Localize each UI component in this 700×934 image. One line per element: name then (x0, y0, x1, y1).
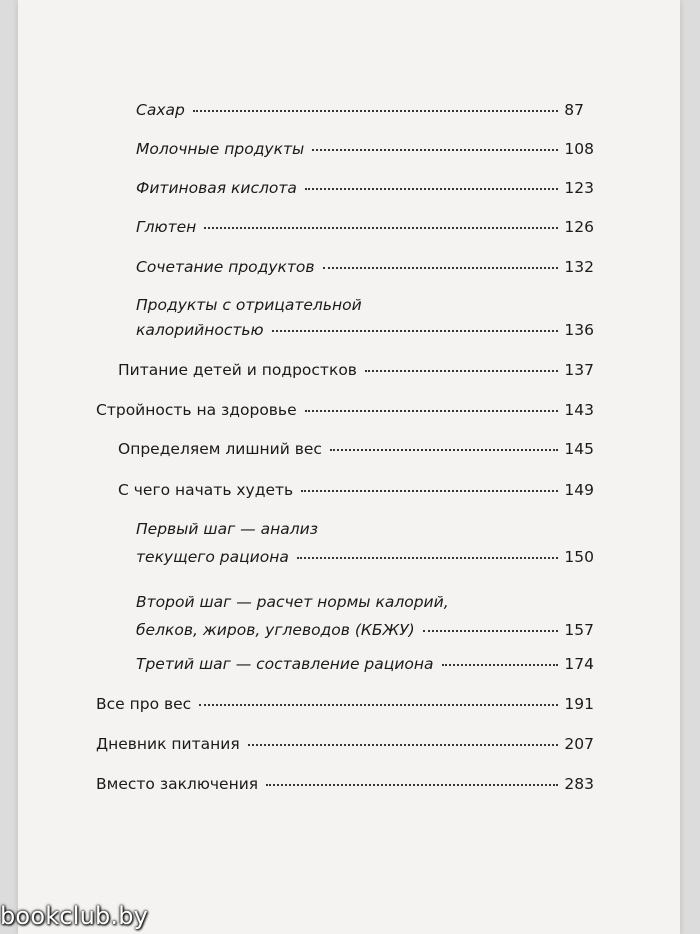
toc-entry-food-combining (136, 260, 594, 276)
toc-page-number: 132 (564, 258, 594, 276)
dot-leader (204, 227, 558, 229)
site-watermark: bookclub.by (0, 902, 149, 930)
dot-leader (442, 664, 559, 666)
toc-entry-negative-calorie (136, 323, 594, 339)
dot-leader (199, 704, 558, 706)
toc-entry-label: Сочетание продуктов (136, 258, 315, 276)
toc-page-number: 283 (564, 775, 594, 793)
toc-entry-step-two (136, 623, 594, 639)
toc-entry-label: Третий шаг — составление рациона (136, 655, 434, 673)
toc-entry-where-to-start (118, 483, 594, 499)
toc-entry-label: Дневник питания (96, 735, 240, 753)
toc-entry-children-nutrition (118, 363, 594, 379)
toc-entry-dairy (136, 142, 594, 158)
toc-entry-label: Фитиновая кислота (136, 179, 297, 197)
toc-entry-label: С чего начать худеть (118, 481, 294, 499)
toc-entry-label: Вместо заключения (96, 775, 259, 793)
toc-page-number: 137 (564, 361, 594, 379)
toc-page-number: 149 (564, 481, 594, 499)
dot-leader (193, 110, 558, 112)
toc-page-number: 207 (564, 735, 594, 753)
toc-page-number: 126 (564, 218, 594, 236)
toc-entry-label-line1: Первый шаг — анализ (136, 520, 318, 538)
book-page (18, 0, 680, 934)
toc-entry-excess-weight (118, 442, 594, 458)
dot-leader (305, 188, 559, 190)
toc-page-number: 150 (564, 548, 594, 566)
toc-entry-label: Питание детей и подростков (118, 361, 357, 379)
dot-leader (423, 630, 559, 632)
toc-page-number: 174 (564, 655, 594, 673)
toc-entry-gluten (136, 220, 594, 236)
dot-leader (312, 149, 558, 151)
dot-leader (323, 267, 559, 269)
dot-leader (365, 370, 558, 372)
toc-entry-label: Глютен (136, 218, 197, 236)
toc-entry-phytic-acid (136, 181, 594, 197)
toc-entry-label: белков, жиров, углеводов (КБЖУ) (136, 621, 415, 639)
toc-entry-step-one (136, 550, 594, 566)
toc-entry-sugar (136, 103, 584, 119)
toc-page-number: 123 (564, 179, 594, 197)
dot-leader (330, 449, 558, 451)
toc-entry-food-diary (96, 737, 594, 753)
toc-entry-label-line1: Второй шаг — расчет нормы калорий, (136, 593, 449, 611)
toc-entry-label: Молочные продукты (136, 140, 305, 158)
dot-leader (297, 557, 559, 559)
dot-leader (305, 410, 559, 412)
toc-entry-label: Стройность на здоровье (96, 401, 297, 419)
toc-page-number: 157 (564, 621, 594, 639)
dot-leader (266, 784, 558, 786)
toc-entry-label: Сахар (136, 101, 185, 119)
toc-entry-label: Определяем лишний вес (118, 440, 322, 458)
toc-entry-conclusion (96, 777, 594, 793)
toc-entry-step-three (136, 657, 594, 673)
toc-page-number: 191 (564, 695, 594, 713)
toc-page-number: 136 (564, 321, 594, 339)
toc-entry-label: Все про вес (96, 695, 192, 713)
toc-entry-healthy-slimness (96, 403, 594, 419)
toc-entry-label-line1: Продукты с отрицательной (136, 296, 362, 314)
dot-leader (248, 744, 559, 746)
toc-entry-all-about-weight (96, 697, 594, 713)
dot-leader (272, 330, 559, 332)
dot-leader (301, 490, 558, 492)
toc-entry-label: текущего рациона (136, 548, 289, 566)
toc-page-number: 108 (564, 140, 594, 158)
toc-page-number: 143 (564, 401, 594, 419)
toc-page-number: 145 (564, 440, 594, 458)
toc-entry-label: калорийностью (136, 321, 264, 339)
toc-page-number: 87 (564, 101, 584, 119)
